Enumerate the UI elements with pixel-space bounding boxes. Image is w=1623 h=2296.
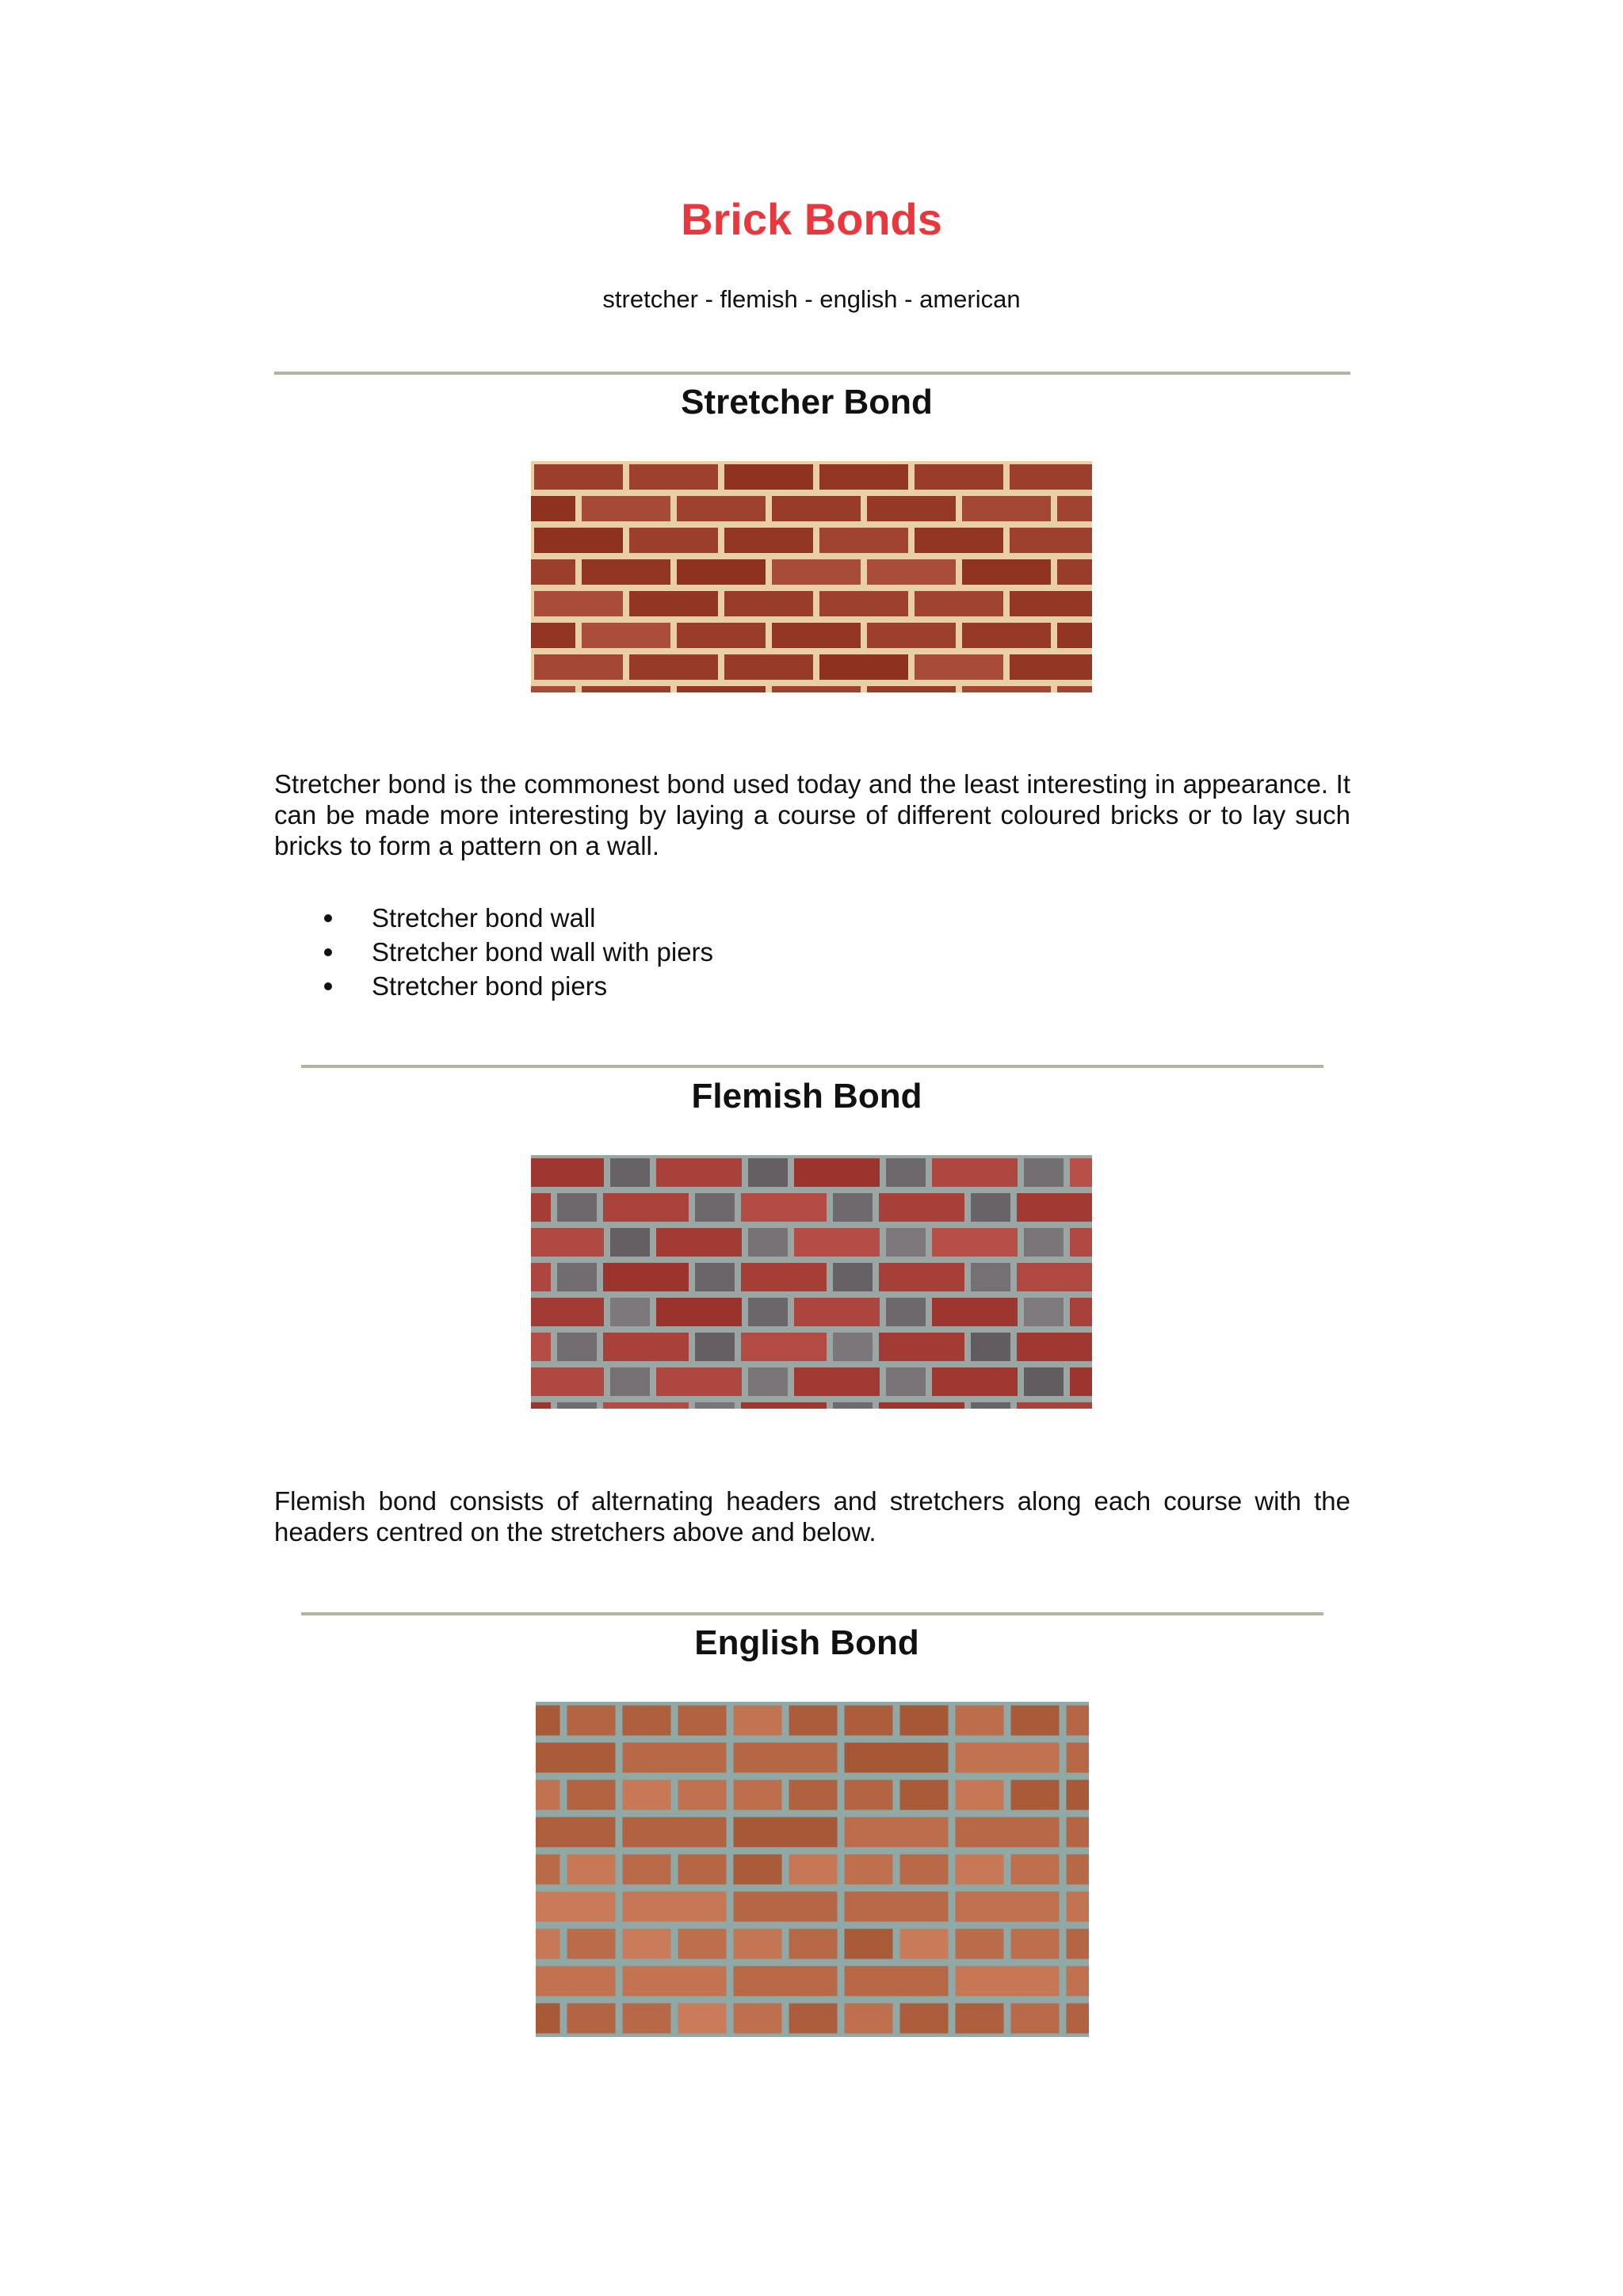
brick: [677, 496, 766, 521]
brick: [734, 1892, 838, 1922]
brick: [623, 1743, 727, 1773]
brick: [1011, 1855, 1060, 1885]
header-brick: [971, 1263, 1010, 1291]
list-item: Stretcher bond wall: [274, 901, 1350, 935]
brick: [623, 1780, 671, 1810]
brick: [734, 1966, 838, 1997]
brick: [1011, 1780, 1060, 1810]
stretcher-brick: [603, 1193, 689, 1222]
flemish-bond-image: [531, 1155, 1092, 1409]
brick: [1057, 686, 1092, 692]
stretcher-brick: [531, 1402, 551, 1409]
brick: [819, 591, 908, 616]
header-brick: [695, 1263, 735, 1291]
brick: [956, 1743, 1060, 1773]
brick: [789, 1855, 838, 1885]
brick: [677, 559, 766, 585]
section-divider: [301, 1065, 1323, 1068]
brick: [956, 1892, 1060, 1922]
english-bond-brick-photo: [536, 1702, 1089, 2037]
stretcher-brick: [1070, 1158, 1092, 1187]
header-brick: [557, 1193, 597, 1222]
brick: [845, 1780, 893, 1810]
stretcher-brick: [1017, 1193, 1092, 1222]
header-brick: [695, 1193, 735, 1222]
header-brick: [886, 1158, 926, 1187]
brick: [845, 1929, 893, 1959]
brick: [582, 559, 670, 585]
brick: [915, 591, 1003, 616]
page-subtitle: stretcher - flemish - english - american: [602, 285, 1021, 313]
header-brick: [833, 1193, 873, 1222]
brick: [845, 1743, 949, 1773]
brick: [623, 1892, 727, 1922]
brick: [915, 464, 1003, 490]
stretcher-brick: [531, 1367, 604, 1396]
brick: [536, 1817, 616, 1848]
brick: [956, 1966, 1060, 1997]
brick: [629, 528, 718, 553]
stretcher-brick: [531, 1158, 604, 1187]
brick: [724, 654, 813, 680]
brick: [1067, 1855, 1090, 1885]
brick: [536, 1780, 560, 1810]
stretcher-brick: [794, 1158, 880, 1187]
brick: [772, 559, 861, 585]
brick: [534, 591, 623, 616]
header-brick: [557, 1263, 597, 1291]
header-brick: [748, 1158, 788, 1187]
header-brick: [695, 1402, 735, 1409]
list-item: Stretcher bond wall with piers: [274, 935, 1350, 969]
brick: [819, 528, 908, 553]
brick: [956, 1817, 1060, 1848]
brick: [724, 464, 813, 490]
english-bond-image: [536, 1702, 1089, 2037]
brick: [734, 2004, 782, 2034]
brick: [623, 1966, 727, 1997]
header-brick: [610, 1298, 650, 1326]
brick: [1011, 2004, 1060, 2034]
brick: [845, 1966, 949, 1997]
brick: [772, 496, 861, 521]
brick: [1011, 1706, 1060, 1736]
brick: [536, 1966, 616, 1997]
brick: [845, 1892, 949, 1922]
brick: [734, 1706, 782, 1736]
brick: [962, 496, 1051, 521]
brick: [678, 2004, 727, 2034]
brick: [536, 1929, 560, 1959]
brick: [678, 1855, 727, 1885]
brick: [677, 623, 766, 648]
list-item: Stretcher bond piers: [274, 969, 1350, 1003]
stretcher-brick: [1070, 1298, 1092, 1326]
section-heading-flemish: Flemish Bond: [691, 1077, 922, 1116]
brick: [772, 623, 861, 648]
brick: [867, 559, 956, 585]
brick: [536, 1855, 560, 1885]
stretcher-bond-image: [531, 461, 1092, 692]
brick: [629, 654, 718, 680]
brick: [531, 623, 575, 648]
brick: [845, 1706, 893, 1736]
stretcher-brick: [603, 1263, 689, 1291]
page-title: Brick Bonds: [681, 194, 942, 244]
stretcher-brick: [1017, 1333, 1092, 1361]
brick: [772, 686, 861, 692]
stretcher-brick: [531, 1333, 551, 1361]
stretcher-brick: [1070, 1228, 1092, 1257]
header-brick: [971, 1402, 1010, 1409]
stretcher-brick: [603, 1333, 689, 1361]
brick: [1067, 1966, 1090, 1997]
header-brick: [1024, 1158, 1064, 1187]
brick: [1067, 1892, 1090, 1922]
stretcher-brick: [531, 1193, 551, 1222]
brick: [623, 2004, 671, 2034]
brick: [534, 464, 623, 490]
brick: [531, 686, 575, 692]
stretcher-brick: [932, 1158, 1018, 1187]
brick: [867, 623, 956, 648]
header-brick: [886, 1298, 926, 1326]
stretcher-brick: [879, 1402, 964, 1409]
header-brick: [695, 1333, 735, 1361]
header-brick: [833, 1333, 873, 1361]
brick: [867, 496, 956, 521]
brick: [1067, 1817, 1090, 1848]
brick: [956, 1706, 1004, 1736]
brick: [1011, 1929, 1060, 1959]
brick: [567, 1780, 616, 1810]
stretcher-brick: [656, 1367, 742, 1396]
stretcher-brick: [879, 1193, 964, 1222]
brick: [629, 591, 718, 616]
brick: [900, 1706, 949, 1736]
brick: [734, 1743, 838, 1773]
header-brick: [748, 1228, 788, 1257]
brick: [1067, 2004, 1090, 2034]
brick: [956, 1780, 1004, 1810]
stretcher-brick: [794, 1367, 880, 1396]
brick: [678, 1929, 727, 1959]
stretcher-brick: [531, 1298, 604, 1326]
brick: [567, 2004, 616, 2034]
header-brick: [833, 1402, 873, 1409]
header-brick: [1024, 1228, 1064, 1257]
stretcher-brick: [879, 1263, 964, 1291]
brick: [900, 1929, 949, 1959]
brick: [1057, 559, 1092, 585]
brick: [845, 2004, 893, 2034]
brick: [1067, 1743, 1090, 1773]
stretcher-brick: [656, 1298, 742, 1326]
brick: [623, 1855, 671, 1885]
brick: [819, 654, 908, 680]
brick: [1067, 1929, 1090, 1959]
header-brick: [886, 1367, 926, 1396]
stretcher-brick: [1017, 1402, 1092, 1409]
brick: [819, 464, 908, 490]
stretcher-brick: [1070, 1367, 1092, 1396]
header-brick: [971, 1193, 1010, 1222]
brick: [734, 1855, 782, 1885]
stretcher-brick: [531, 1263, 551, 1291]
brick: [534, 654, 623, 680]
header-brick: [610, 1228, 650, 1257]
bullet-icon: [324, 982, 332, 990]
stretcher-bond-list: [274, 901, 1350, 1003]
brick: [678, 1780, 727, 1810]
stretcher-brick: [932, 1298, 1018, 1326]
header-brick: [1024, 1367, 1064, 1396]
stretcher-brick: [656, 1228, 742, 1257]
section-heading-english: English Bond: [694, 1623, 919, 1662]
brick: [623, 1817, 727, 1848]
flemish-bond-description: Flemish bond consists of alternating headers and stretchers along each course with the headers centred on the stretchers above and below.: [274, 1486, 1350, 1547]
brick: [734, 1780, 782, 1810]
brick: [536, 2004, 560, 2034]
brick: [536, 1743, 616, 1773]
brick: [789, 2004, 838, 2034]
brick: [900, 1780, 949, 1810]
header-brick: [557, 1402, 597, 1409]
brick: [734, 1817, 838, 1848]
brick: [582, 623, 670, 648]
brick: [678, 1706, 727, 1736]
stretcher-brick: [741, 1193, 827, 1222]
section-heading-stretcher: Stretcher Bond: [681, 383, 933, 421]
brick: [1010, 654, 1092, 680]
brick: [900, 2004, 949, 2034]
stretcher-brick: [794, 1298, 880, 1326]
brick: [536, 1892, 616, 1922]
brick: [531, 559, 575, 585]
brick: [534, 528, 623, 553]
brick: [789, 1780, 838, 1810]
stretcher-bond-brick-photo: [531, 461, 1092, 692]
stretcher-bond-description: Stretcher bond is the commonest bond used today and the least interesting in appearance. It can be made more interesting by laying a course of different coloured bricks or to lay such bricks to form a pattern on a wall.: [274, 769, 1350, 860]
brick: [1067, 1780, 1090, 1810]
brick: [1010, 464, 1092, 490]
brick: [623, 1929, 671, 1959]
bullet-icon: [324, 948, 332, 956]
brick: [1067, 1706, 1090, 1736]
brick: [867, 686, 956, 692]
brick: [567, 1855, 616, 1885]
stretcher-brick: [656, 1158, 742, 1187]
stretcher-brick: [1017, 1263, 1092, 1291]
header-brick: [748, 1298, 788, 1326]
brick: [677, 686, 766, 692]
header-brick: [833, 1263, 873, 1291]
brick: [1057, 623, 1092, 648]
brick: [629, 464, 718, 490]
brick: [789, 1706, 838, 1736]
stretcher-brick: [932, 1228, 1018, 1257]
brick: [623, 1706, 671, 1736]
stretcher-brick: [741, 1263, 827, 1291]
brick: [962, 686, 1051, 692]
stretcher-brick: [741, 1333, 827, 1361]
section-divider: [274, 372, 1350, 375]
brick: [582, 686, 670, 692]
flemish-bond-brick-photo: [531, 1155, 1092, 1409]
section-divider: [301, 1612, 1323, 1615]
stretcher-brick: [603, 1402, 689, 1409]
bullet-icon: [324, 914, 332, 922]
brick: [845, 1817, 949, 1848]
header-brick: [748, 1367, 788, 1396]
brick: [789, 1929, 838, 1959]
brick: [536, 1706, 560, 1736]
header-brick: [557, 1333, 597, 1361]
header-brick: [886, 1228, 926, 1257]
brick: [1010, 528, 1092, 553]
brick: [962, 623, 1051, 648]
stretcher-brick: [879, 1333, 964, 1361]
header-brick: [610, 1367, 650, 1396]
brick: [582, 496, 670, 521]
brick: [724, 528, 813, 553]
header-brick: [1024, 1298, 1064, 1326]
brick: [531, 496, 575, 521]
brick: [956, 2004, 1004, 2034]
brick: [734, 1929, 782, 1959]
brick: [956, 1929, 1004, 1959]
brick: [845, 1855, 893, 1885]
brick: [915, 654, 1003, 680]
brick: [956, 1855, 1004, 1885]
stretcher-brick: [531, 1228, 604, 1257]
brick: [915, 528, 1003, 553]
stretcher-brick: [932, 1367, 1018, 1396]
stretcher-brick: [794, 1228, 880, 1257]
brick: [1057, 496, 1092, 521]
header-brick: [971, 1333, 1010, 1361]
brick: [962, 559, 1051, 585]
brick: [724, 591, 813, 616]
header-brick: [610, 1158, 650, 1187]
brick: [567, 1929, 616, 1959]
brick: [567, 1706, 616, 1736]
brick: [1010, 591, 1092, 616]
stretcher-brick: [741, 1402, 827, 1409]
brick: [900, 1855, 949, 1885]
